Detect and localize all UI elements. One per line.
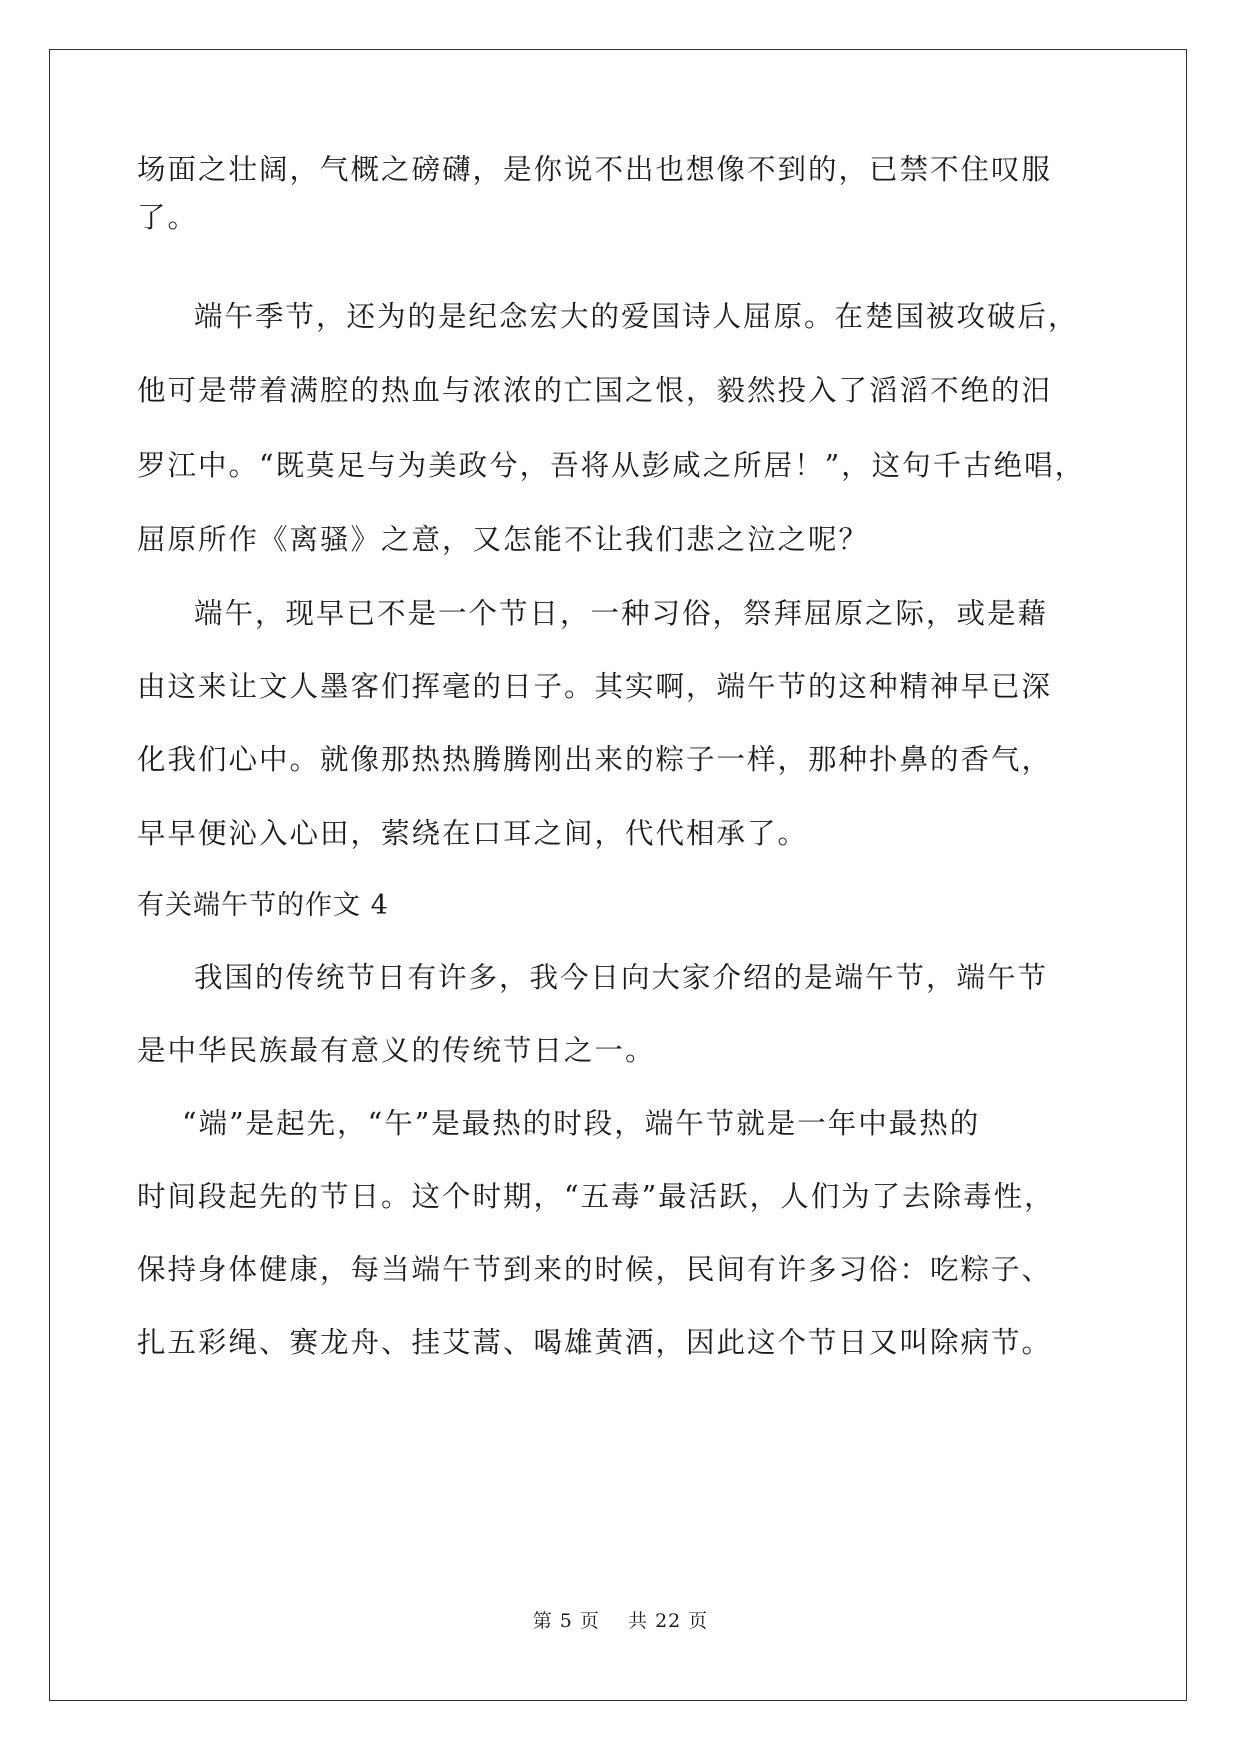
- paragraph-line: 是中华民族最有意义的传统节日之一。: [137, 1034, 656, 1067]
- paragraph-line: 他可是带着满腔的热血与浓浓的亡国之恨，毅然投入了滔滔不绝的汨: [137, 374, 1053, 407]
- paragraph-line: 时间段起先的节日。这个时期，“五毒”最活跃，人们为了去除毒性，: [137, 1180, 1055, 1213]
- paragraph-line: 端午，现早已不是一个节日，一种习俗，祭拜屈原之际，或是藉: [194, 597, 1049, 630]
- paragraph-line: 罗江中。“既莫足与为美政兮，吾将从彭咸之所居！”，这句千古绝唱，: [137, 449, 1086, 482]
- paragraph-line: 保持身体健康，每当端午节到来的时候，民间有许多习俗：吃粽子、: [137, 1253, 1053, 1286]
- paragraph-line: 端午季节，还为的是纪念宏大的爱国诗人屈原。在楚国被攻破后，: [194, 300, 1079, 333]
- paragraph-line: 屈原所作《离骚》之意，又怎能不让我们悲之泣之呢？: [137, 523, 870, 556]
- page-number-footer: 第 5 页 共 22 页: [532, 1610, 709, 1632]
- paragraph-line: 化我们心中。就像那热热腾腾刚出来的粽子一样，那种扑鼻的香气，: [137, 743, 1053, 776]
- paragraph-line: 早早便沁入心田，萦绕在口耳之间，代代相承了。: [137, 817, 809, 850]
- paragraph-line: 由这来让文人墨客们挥毫的日子。其实啊，端午节的这种精神早已深: [137, 670, 1053, 703]
- paragraph-line: 我国的传统节日有许多，我今日向大家介绍的是端午节，端午节: [194, 961, 1049, 994]
- paragraph-line: “端”是起先，“午”是最热的时段，端午节就是一年中最热的: [182, 1107, 981, 1140]
- paragraph-line: 场面之壮阔，气概之磅礴，是你说不出也想像不到的，已禁不住叹服: [137, 153, 1053, 186]
- paragraph-line: 了。: [137, 201, 199, 234]
- section-heading: 有关端午节的作文 4: [137, 890, 389, 921]
- paragraph-line: 扎五彩绳、赛龙舟、挂艾蒿、喝雄黄酒，因此这个节日又叫除病节。: [137, 1326, 1053, 1359]
